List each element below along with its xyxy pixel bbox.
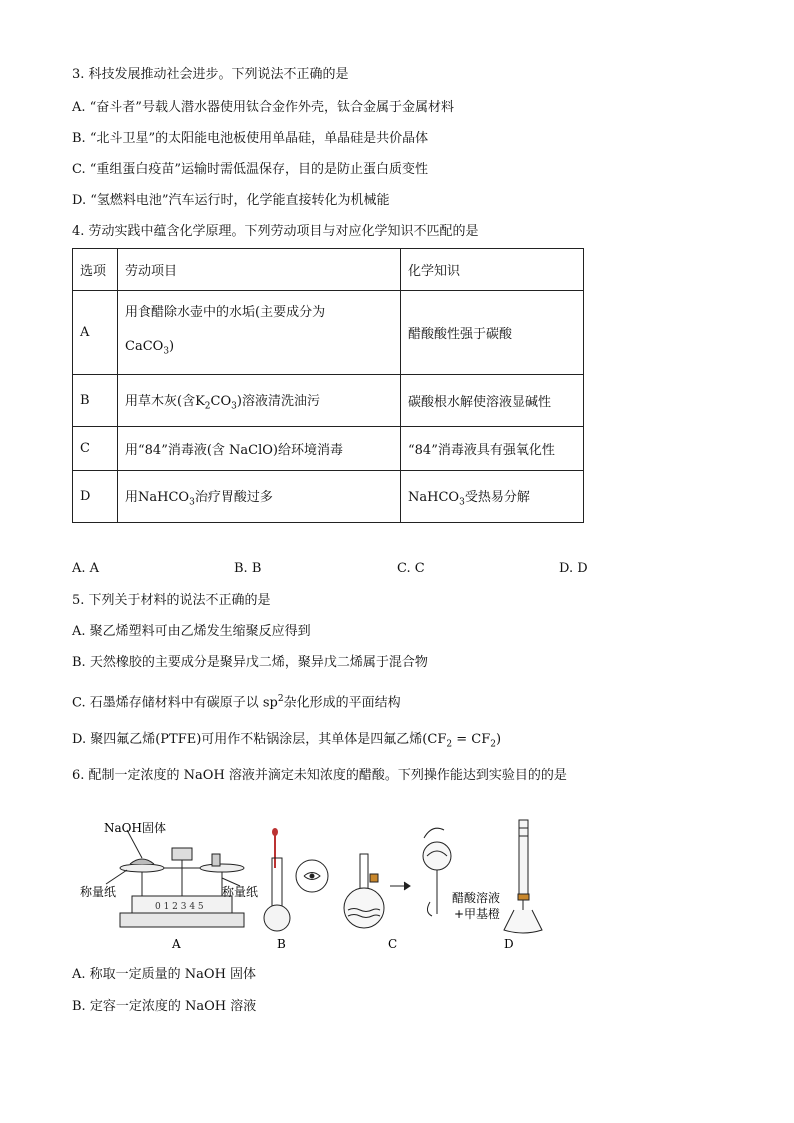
row-knowledge: NaHCO$_3$受热易分解 <box>401 471 584 523</box>
row-item: 用食醋除水壶中的水垢(主要成分为 CaCO$_3$) <box>118 291 401 375</box>
q5-option-a: A. 聚乙烯塑料可由乙烯发生缩聚反应得到 <box>72 624 311 639</box>
label-methyl-orange: +甲基橙 <box>454 907 501 921</box>
titration-diagram <box>504 820 542 933</box>
q5-option-d: D. 聚四氟乙烯(PTFE)可用作不粘锅涂层，其单体是四氟乙烯$(CF_2 = CF_2)$ <box>72 732 502 750</box>
q5-option-b: B. 天然橡胶的主要成分是聚异戊二烯，聚异戊二烯属于混合物 <box>72 655 428 670</box>
q4-answer-d: D. D <box>559 561 588 576</box>
q6-option-b: B. 定容一定浓度的 NaOH 溶液 <box>72 999 257 1014</box>
q5-option-c: C. 石墨烯存储材料中有碳原子以 $sp^2$杂化形成的平面结构 <box>72 694 401 711</box>
table-row <box>73 375 584 427</box>
q4-table <box>72 248 584 523</box>
row-label: C <box>73 427 118 471</box>
table-row <box>73 471 584 523</box>
label-d: D <box>504 937 514 951</box>
table-row <box>73 427 584 471</box>
q4-stem: 4. 劳动实践中蕴含化学原理。下列劳动项目与对应化学知识不匹配的是 <box>72 224 479 239</box>
q6-apparatus-figure <box>72 818 552 958</box>
q4-answer-row <box>72 561 592 579</box>
row-label: A <box>73 291 118 375</box>
row-label: B <box>73 375 118 427</box>
header-option: 选项 <box>73 249 118 291</box>
balance-diagram <box>106 830 244 927</box>
label-weighing-paper-right: 称量纸 <box>222 885 259 899</box>
q3-stem: 3. 科技发展推动社会进步。下列说法不正确的是 <box>72 67 349 82</box>
row-item: 用NaHCO$_3$治疗胃酸过多 <box>118 471 401 523</box>
row-label: D <box>73 471 118 523</box>
label-b: B <box>277 937 286 951</box>
q3-option-d: D. “氢燃料电池”汽车运行时，化学能直接转化为机械能 <box>72 193 390 208</box>
row-item: 用草木灰(含$K_2CO_3$)溶液清洗油污 <box>118 375 401 427</box>
volumetric-flask-diagram <box>264 828 328 931</box>
mixing-flask-diagram <box>344 828 451 928</box>
label-a: A <box>172 937 181 951</box>
svg-text:0 1 2 3 4 5: 0 1 2 3 4 5 <box>155 902 204 912</box>
label-weighing-paper-left: 称量纸 <box>80 885 117 899</box>
table-row <box>73 291 584 375</box>
label-c: C <box>388 937 398 951</box>
q4-answer-b: B. B <box>234 561 262 576</box>
q6-option-a: A. 称取一定质量的 NaOH 固体 <box>72 967 257 982</box>
q5-stem: 5. 下列关于材料的说法不正确的是 <box>72 593 271 608</box>
row-item: 用“84”消毒液(含 NaClO)给环境消毒 <box>118 427 401 471</box>
row-knowledge: 碳酸根水解使溶液显碱性 <box>401 375 584 427</box>
header-labor-item: 劳动项目 <box>118 249 401 291</box>
q3-option-b: B. “北斗卫星”的太阳能电池板使用单晶硅，单晶硅是共价晶体 <box>72 131 429 146</box>
q3-option-c: C. “重组蛋白疫苗”运输时需低温保存，目的是防止蛋白质变性 <box>72 162 429 177</box>
q3-option-a: A. “奋斗者”号载人潜水器使用钛合金作外壳，钛合金属于金属材料 <box>72 100 454 115</box>
q4-answer-a: A. A <box>72 561 100 576</box>
label-naoh-solid: NaOH固体 <box>104 821 166 835</box>
row-knowledge: “84”消毒液具有强氧化性 <box>401 427 584 471</box>
table-header-row <box>73 249 584 291</box>
q6-stem: 6. 配制一定浓度的 NaOH 溶液并滴定未知浓度的醋酸。下列操作能达到实验目的的是 <box>72 768 567 783</box>
label-acetic-acid: 醋酸溶液 <box>452 891 501 905</box>
header-chem-knowledge: 化学知识 <box>401 249 584 291</box>
row-knowledge: 醋酸酸性强于碳酸 <box>401 291 584 375</box>
q4-answer-c: C. C <box>397 561 425 576</box>
